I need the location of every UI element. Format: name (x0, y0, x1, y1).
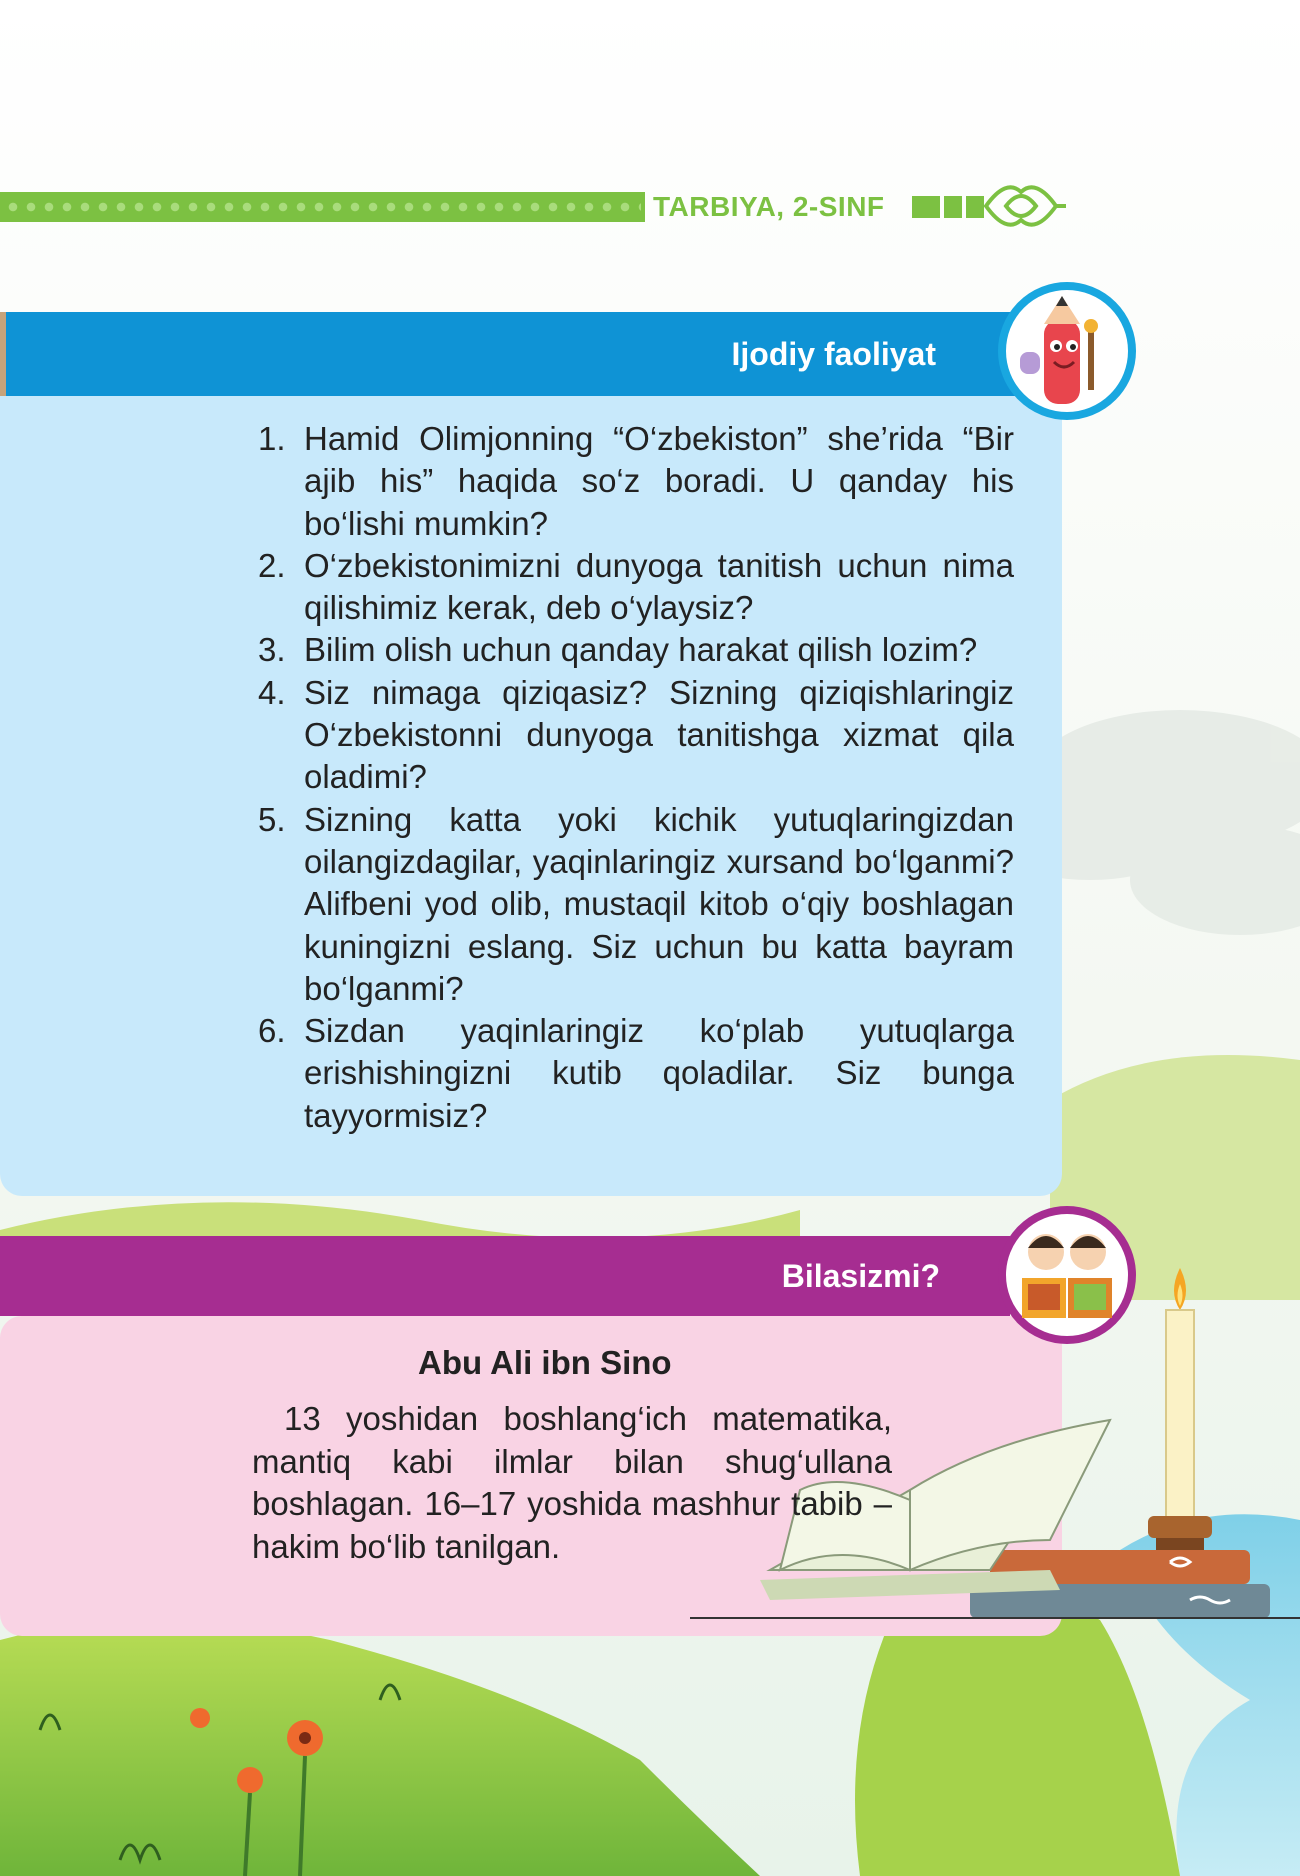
question-text: Bilim olish uchun qanday harakat qilish lozim? (304, 631, 978, 669)
list-item (258, 629, 1014, 671)
question-number: 1. (258, 420, 286, 457)
header-strip (0, 192, 645, 222)
creative-activity-title: Ijodiy faoliyat (731, 336, 936, 372)
header-title: TARBIYA, 2-SINF (653, 191, 885, 222)
did-you-know-title: Bilasizmi? (781, 1258, 940, 1294)
question-number: 6. (258, 1012, 286, 1050)
list-item (258, 799, 1014, 1010)
question-text: O‘zbekistonimizni dunyoga tanitish uchun nima qilishimiz kerak, deb o‘ylaysiz? (304, 546, 1014, 627)
question-list (258, 418, 1014, 1137)
question-text: Sizdan yaqinlaringiz ko‘plab yutuqlarga erishishingizni kutib qoladilar. Siz bunga tayyormisiz? (304, 1012, 1014, 1134)
question-text: Siz nimaga qiziqasiz? Sizning qiziqishlaringiz O‘zbekistonni dunyoga tanitishga xizmat qila oladimi? (304, 673, 1014, 796)
list-item (258, 1010, 1014, 1137)
list-item (258, 672, 1014, 799)
question-text: Hamid Olimjonning “O‘zbekiston” she’rida “Bir ajib his” haqida so‘z boradi. U qanday his bo‘lishi mumkin? (304, 420, 1014, 542)
question-number: 2. (258, 546, 286, 584)
floral-ornament-icon (976, 172, 1066, 240)
list-item (258, 418, 1014, 545)
candle-icon (1148, 1268, 1212, 1552)
creative-activity-banner (0, 312, 1016, 396)
list-item (258, 545, 1014, 630)
pencil-mascot-icon (998, 282, 1136, 420)
fact-text: 13 yoshidan boshlang‘ich matematika, mantiq kabi ilmlar bilan shug‘ullana boshlagan. 16–17 yoshida mashhur tabib – hakim bo‘lib tanilgan. (252, 1400, 892, 1565)
question-number: 3. (258, 631, 286, 669)
question-text: Sizning katta yoki kichik yutuqlaringizdan oilangizdagilar, yaqinlaringiz xursand bo‘lganmi? Alifbeni yod olib, mustaqil kitob o‘qiy boshlagan kuningizni eslang. Siz uchun bu katta bayram bo‘lganmi? (304, 800, 1014, 1007)
question-number: 4. (258, 673, 286, 711)
question-number: 5. (258, 800, 286, 838)
fact-heading: Abu Ali ibn Sino (418, 1344, 672, 1381)
